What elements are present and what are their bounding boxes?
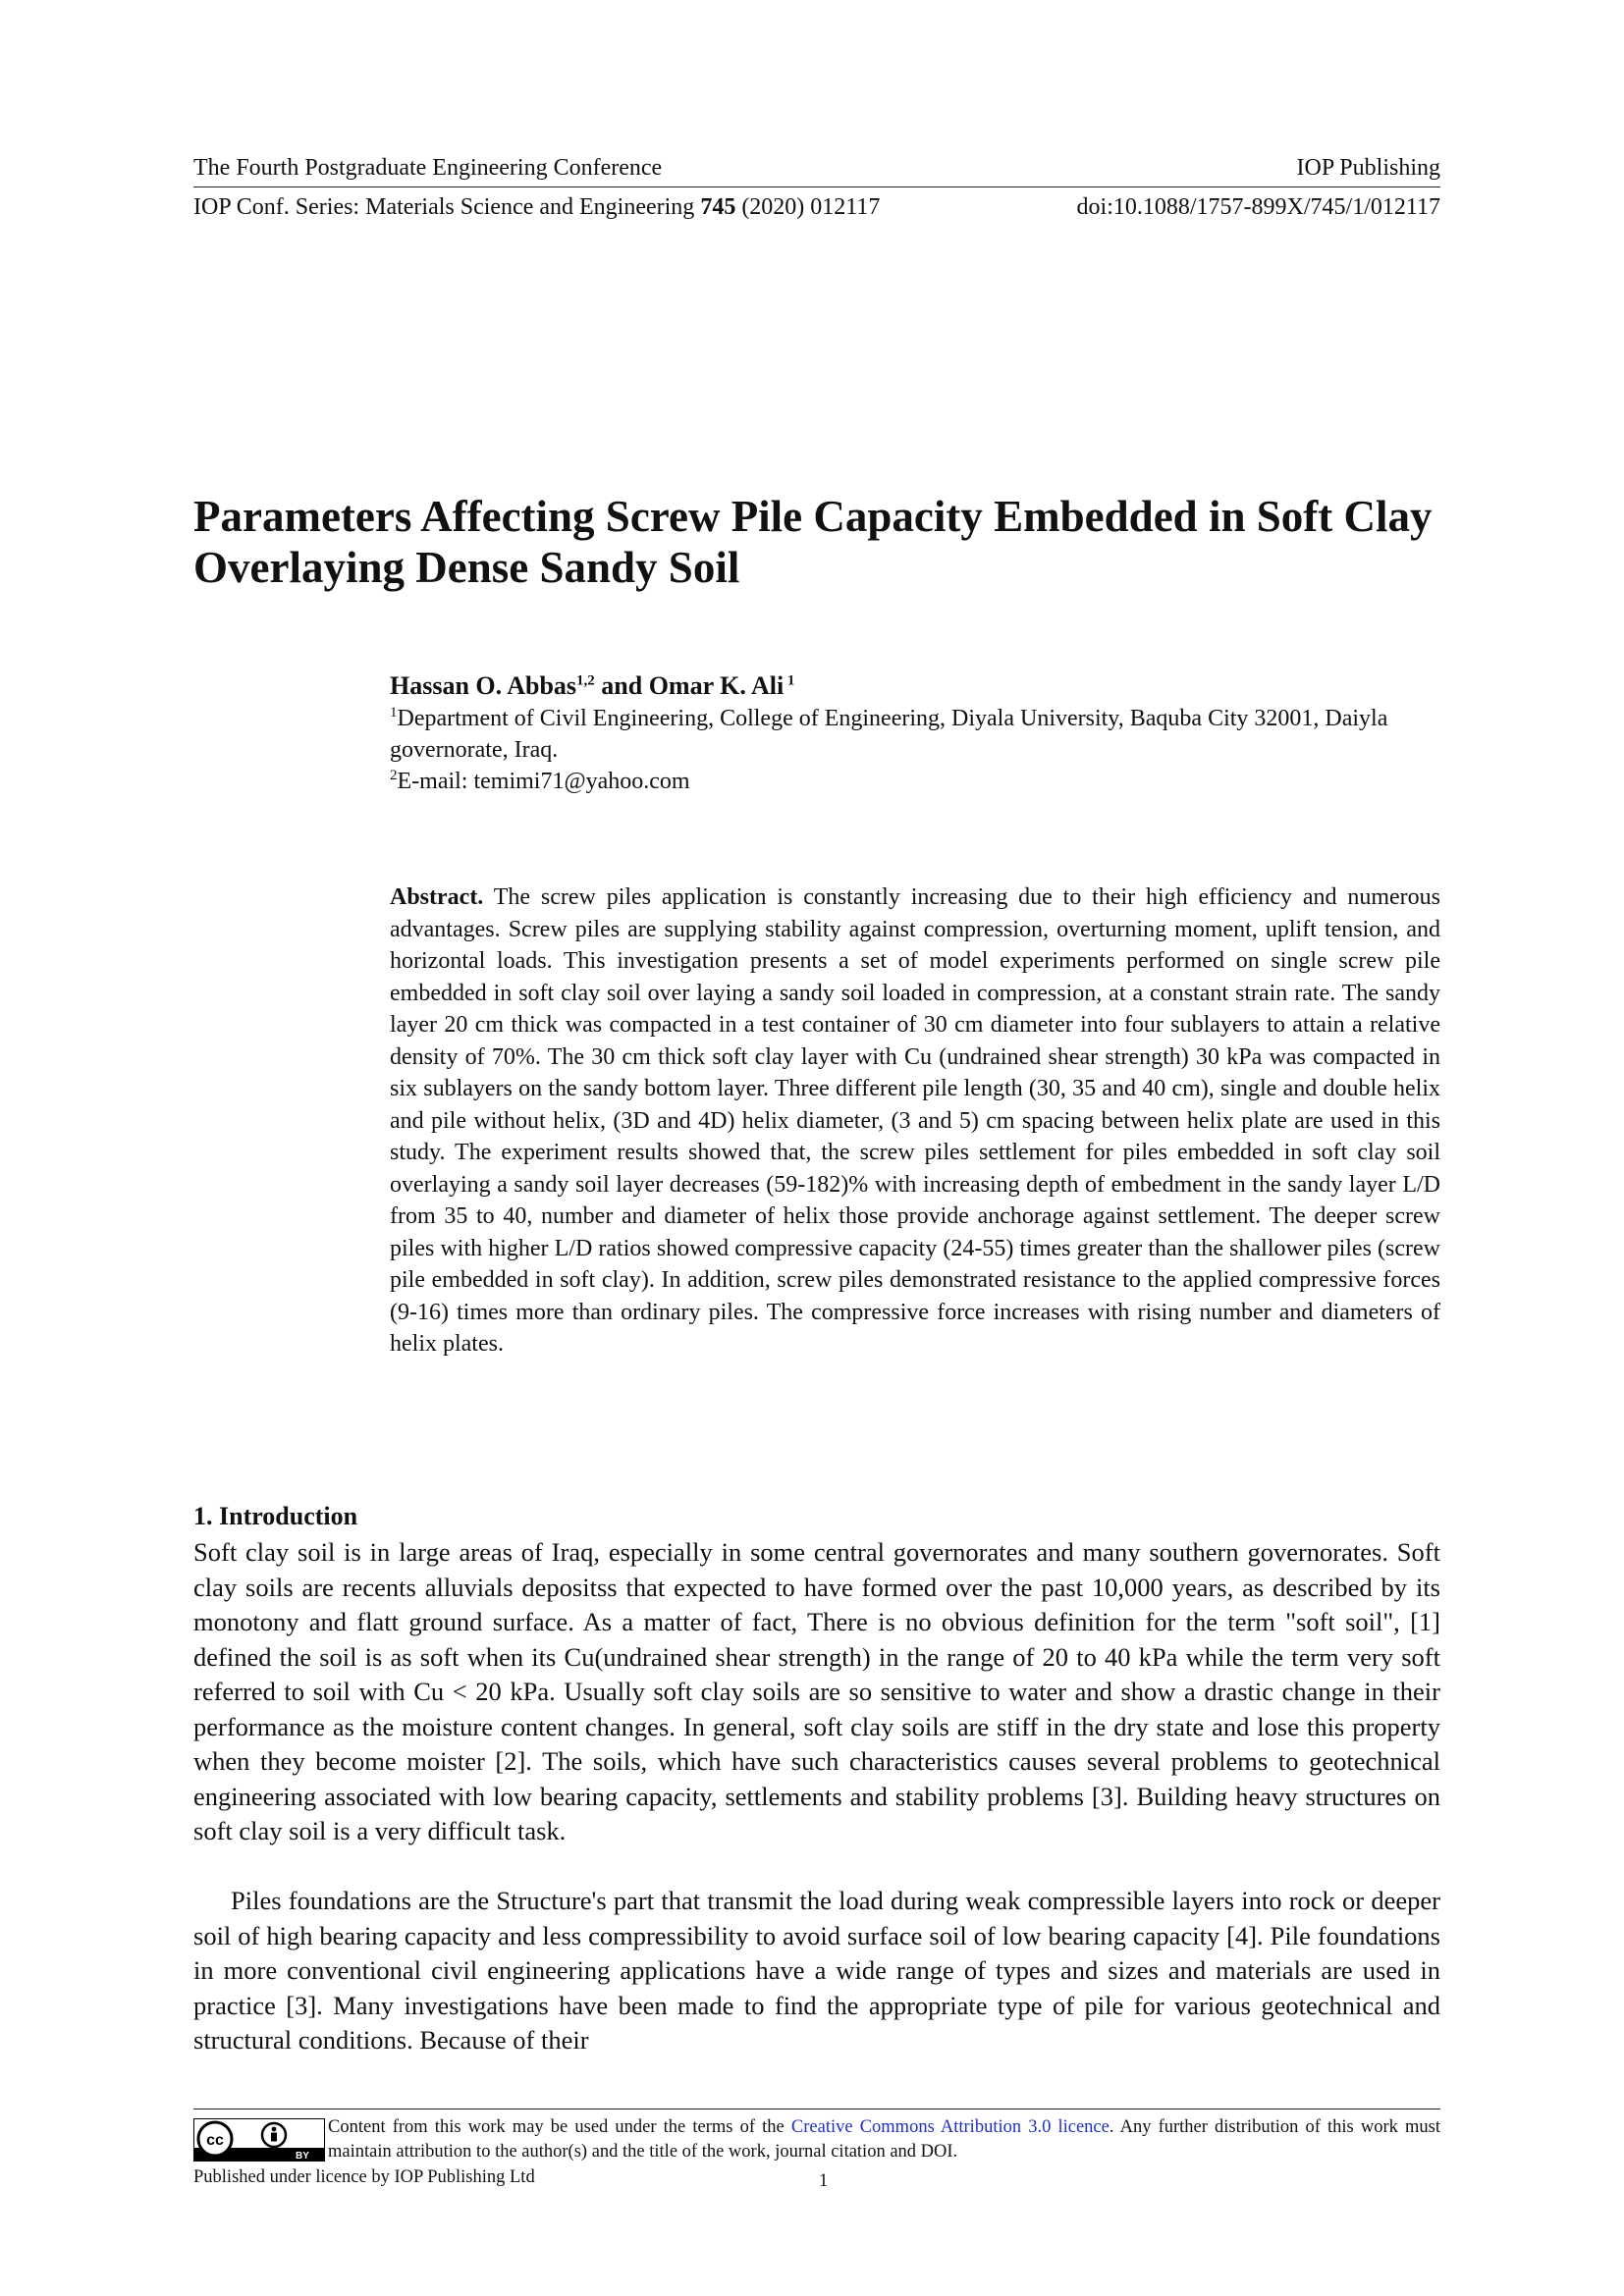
publisher-name: IOP Publishing: [1296, 155, 1440, 181]
conference-name: The Fourth Postgraduate Engineering Conference: [193, 155, 663, 181]
license-text-after: . Any further distribution of this work must maintain attribution to the author(s) and the title of the work, journal citation and DOI.: [328, 2117, 1441, 2162]
email-text: E-mail: temimi71@yahoo.com: [397, 769, 690, 794]
license-text-before: Content from this work may be used under the terms of the: [328, 2117, 791, 2137]
license-statement: [328, 2115, 1440, 2164]
cc-by-label: BY: [296, 2151, 309, 2162]
volume-number: 745: [700, 194, 736, 220]
paper-title: Parameters Affecting Screw Pile Capacity Embedded in Soft Clay Overlaying Dense Sandy Soil: [193, 492, 1433, 592]
section-heading-introduction: 1. Introduction: [193, 1502, 358, 1530]
affiliation-1-mark: 1: [390, 705, 398, 721]
author-2-affil-mark: 1: [784, 672, 795, 689]
publisher-line: Published under licence by IOP Publishing Ltd: [193, 2167, 535, 2187]
affiliation-2-mark: 2: [390, 768, 398, 783]
affiliation-1-text: Department of Civil Engineering, College of Engineering, Diyala University, Baquba City 32001, Daiyla governorate, Iraq.: [390, 706, 1388, 763]
svg-text:cc: cc: [206, 2132, 224, 2149]
abstract: [390, 881, 1440, 1361]
doi-text: doi:10.1088/1757-899X/745/1/012117: [1076, 194, 1440, 220]
author-conjunction: and: [594, 671, 649, 700]
abstract-text: The screw piles application is constantly increasing due to their high efficiency and numerous advantages. Screw piles are supplying stability against compression, overturning moment, uplift tension, and horizontal loads. This investigation presents a set of model experiments performed on single screw pile embedded in soft clay soil over laying a sandy soil loaded in compression, at a constant strain rate. The sandy layer 20 cm thick was compacted in a test container of 30 cm diameter into four sublayers to attain a relative density of 70%. The 30 cm thick soft clay layer with Cu (undrained shear strength) 30 kPa was compacted in six sublayers on the sandy bottom layer. Three different pile length (30, 35 and 40 cm), single and double helix and pile without helix, (3D and 4D) helix diameter, (3 and 5) cm spacing between helix plate are used in this study. The experiment results showed that, the screw piles settlement for piles embedded in soft clay soil overlaying a sandy soil layer decreases (59-182)% with increasing depth of embedment in the sandy layer L/D from 35 to 40, number and diameter of helix those provide anchorage against settlement. The deeper screw piles with higher L/D ratios showed compressive capacity (24-55) times greater than the shallower piles (screw pile embedded in soft clay). In addition, screw piles demonstrated resistance to the applied compressive forces (9-16) times more than ordinary piles. The compressive force increases with rising number and diameters of helix plates.: [390, 884, 1440, 1357]
author-names: [390, 669, 1440, 703]
creative-commons-by-icon: [193, 2118, 325, 2162]
license-link[interactable]: Creative Commons Attribution 3.0 licence: [790, 2117, 1110, 2137]
author-2: Omar K. Ali: [648, 671, 785, 700]
introduction-paragraph-2: Piles foundations are the Structure's part that transmit the load during weak compressible layers into rock or deeper soil of high bearing capacity and less compressibility to avoid surface soil of low bearing capacity [4]. Pile foundations in more conventional civil engineering applications have a wide range of types and sizes and materials are used in practice [3]. Many investigations have been made to find the appropriate type of pile for various geotechnical and structural conditions. Because of their: [193, 1886, 1440, 2055]
author-1-affil-mark: 1,2: [576, 672, 595, 689]
series-prefix: IOP Conf. Series: Materials Science and Engineering: [193, 194, 701, 220]
page-number: 1: [819, 2171, 829, 2191]
abstract-label: Abstract.: [390, 884, 484, 910]
affiliation-1: [390, 703, 1440, 766]
introduction-paragraph-1: Soft clay soil is in large areas of Iraq, especially in some central governorates and many southern governorates. Soft clay soils are recents alluvials depositss that expected to have formed over the past 10,000 years, as described by its monotony and flatt ground surface. As a matter of fact, There is no obvious definition for the term "soft soil", [1] defined the soil is as soft when its Cu(undrained shear strength) in the range of 20 to 40 kPa while the term very soft referred to soil with Cu < 20 kPa. Usually soft clay soils are so sensitive to water and show a drastic change in their performance as the moisture content changes. In general, soft clay soils are stiff in the dry state and lose this property when they become moister [2]. The soils, which have such characteristics causes several problems to geotechnical engineering associated with low bearing capacity, settlements and stability problems [3]. Building heavy structures on soft clay soil is a very difficult task.: [193, 1537, 1440, 1845]
series-suffix: (2020) 012117: [735, 194, 881, 220]
running-header-citation: [193, 192, 1440, 222]
affiliation-2: [390, 766, 1440, 797]
authors-block: [390, 669, 1440, 797]
running-header-top: [193, 153, 1440, 183]
author-1: Hassan O. Abbas: [390, 671, 577, 700]
